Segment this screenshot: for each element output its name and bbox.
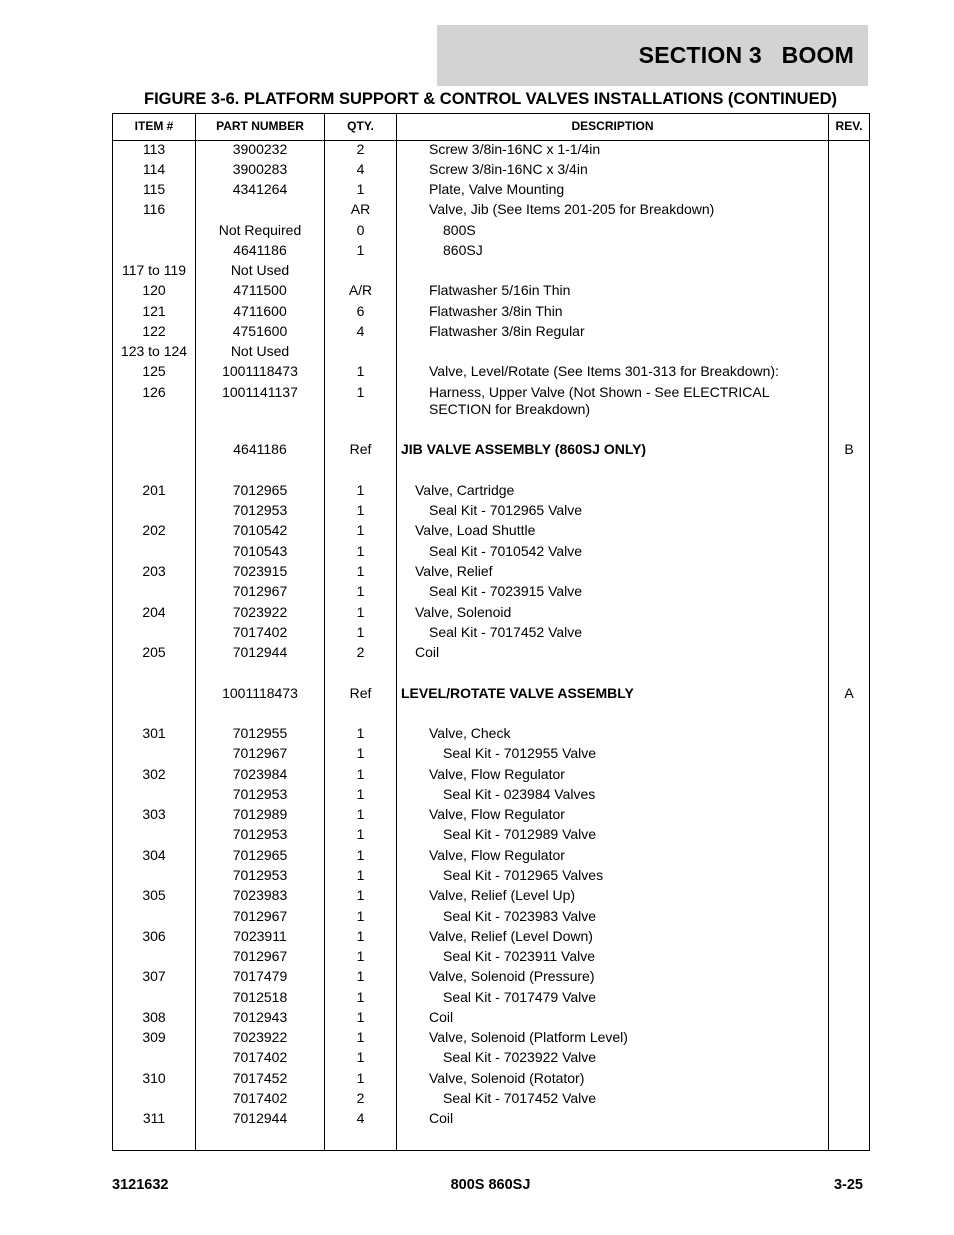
table-row — [113, 201, 869, 221]
quantity: 1 — [356, 745, 365, 761]
description: Seal Kit - 7012965 Valve — [429, 502, 583, 518]
table-row — [113, 908, 869, 928]
description: Valve, Solenoid (Platform Level) — [429, 1029, 628, 1045]
part-number: 7017402 — [232, 624, 288, 640]
quantity: 4 — [356, 1110, 365, 1126]
quantity: 1 — [356, 725, 365, 741]
description: Seal Kit - 7017452 Valve — [429, 624, 583, 640]
item-number: 203 — [142, 563, 166, 579]
quantity: 1 — [356, 766, 365, 782]
description: Valve, Relief (Level Down) — [429, 928, 593, 944]
table-row — [113, 262, 869, 282]
description: Valve, Flow Regulator — [429, 847, 565, 863]
quantity: 1 — [356, 847, 365, 863]
part-number: 7012967 — [232, 948, 288, 964]
item-number: 310 — [142, 1070, 166, 1086]
part-number: 4641186 — [233, 242, 287, 258]
column-header-rev: REV. — [835, 119, 863, 133]
item-number: 204 — [142, 604, 166, 620]
table-row — [113, 968, 869, 988]
item-number: 116 — [142, 201, 166, 217]
description: Valve, Relief — [415, 563, 493, 579]
quantity: 1 — [356, 867, 365, 883]
revision: A — [844, 685, 854, 701]
quantity: 4 — [356, 323, 365, 339]
item-number: 114 — [142, 161, 166, 177]
table-row — [113, 563, 869, 583]
section-title: SECTION 3 BOOM — [638, 42, 854, 68]
column-header-qty: QTY. — [347, 119, 374, 133]
item-number: 115 — [142, 181, 166, 197]
part-number: 7023915 — [232, 563, 288, 579]
item-number: 303 — [142, 806, 166, 822]
description: Coil — [415, 644, 440, 660]
description: Harness, Upper Valve (Not Shown - See ELECTRICAL SECTION for Breakdown) — [429, 384, 770, 417]
table-row — [113, 343, 869, 363]
column-header-part-number: PART NUMBER — [216, 119, 304, 133]
description: Seal Kit - 7023922 Valve — [443, 1049, 597, 1065]
description: 860SJ — [443, 242, 483, 258]
description: Screw 3/8in-16NC x 3/4in — [429, 161, 588, 177]
description: Plate, Valve Mounting — [429, 181, 565, 197]
table-row — [113, 502, 869, 522]
item-number: 301 — [142, 725, 166, 741]
part-number: 7012953 — [232, 867, 288, 883]
item-number: 302 — [142, 766, 166, 782]
table-row — [113, 604, 869, 624]
table-row — [113, 948, 869, 968]
description: Valve, Cartridge — [415, 482, 515, 498]
quantity: 1 — [356, 1070, 365, 1086]
part-number: 3900283 — [232, 161, 288, 177]
part-number: Not Used — [230, 262, 290, 278]
quantity: 1 — [356, 522, 365, 538]
table-row — [113, 745, 869, 765]
quantity: 1 — [356, 181, 365, 197]
quantity: 6 — [356, 303, 365, 319]
table-row — [113, 624, 869, 644]
part-number: 1001141137 — [222, 384, 298, 400]
table-row — [113, 685, 869, 705]
item-number: 113 — [142, 141, 166, 157]
table-row — [113, 242, 869, 262]
item-number: 309 — [142, 1029, 166, 1045]
quantity: 1 — [356, 482, 365, 498]
quantity: 1 — [356, 806, 365, 822]
part-number: 7012967 — [232, 745, 288, 761]
part-number: 7012943 — [232, 1009, 288, 1025]
part-number: 7023984 — [232, 766, 288, 782]
quantity: 1 — [356, 624, 365, 640]
quantity: 2 — [356, 1090, 365, 1106]
table-row — [113, 161, 869, 181]
part-number: 7012989 — [232, 806, 288, 822]
quantity: Ref — [349, 441, 372, 457]
item-number: 307 — [142, 968, 166, 984]
table-row — [113, 1049, 869, 1069]
description: Valve, Load Shuttle — [415, 522, 536, 538]
part-number: 1001118473 — [222, 363, 298, 379]
table-row — [113, 522, 869, 542]
table-row — [113, 1110, 869, 1130]
part-number: 7012955 — [232, 725, 288, 741]
quantity: 1 — [356, 543, 365, 559]
table-row — [113, 806, 869, 826]
quantity: 1 — [356, 1029, 365, 1045]
part-number: 7017479 — [232, 968, 288, 984]
footer-doc-number: 3121632 — [112, 1177, 169, 1193]
table-row — [113, 847, 869, 867]
description: Coil — [429, 1110, 454, 1126]
item-number: 121 — [142, 303, 166, 319]
item-number: 306 — [142, 928, 166, 944]
description: Seal Kit - 7012965 Valves — [443, 867, 604, 883]
part-number: 4641186 — [233, 441, 287, 457]
description: Seal Kit - 023984 Valves — [443, 786, 596, 802]
figure-title: FIGURE 3-6. PLATFORM SUPPORT & CONTROL VALVES INSTALLATIONS (CONTINUED) — [144, 90, 837, 108]
table-row — [113, 303, 869, 323]
description: Valve, Relief (Level Up) — [429, 887, 576, 903]
item-number: 205 — [142, 644, 166, 660]
description: Flatwasher 3/8in Thin — [429, 303, 563, 319]
table-row — [113, 323, 869, 343]
description: 800S — [443, 222, 476, 238]
footer-model: 800S 860SJ — [450, 1177, 531, 1193]
table-row — [113, 222, 869, 242]
part-number: 7023983 — [232, 887, 288, 903]
description: JIB VALVE ASSEMBLY (860SJ ONLY) — [401, 441, 647, 457]
item-number: 308 — [142, 1009, 166, 1025]
table-row — [113, 282, 869, 302]
quantity: 1 — [356, 928, 365, 944]
part-number: Not Used — [230, 343, 290, 359]
quantity: 1 — [356, 989, 365, 1005]
table-row — [113, 363, 869, 383]
item-number: 201 — [142, 482, 166, 498]
part-number: 4341264 — [232, 181, 288, 197]
description: Valve, Solenoid (Pressure) — [429, 968, 595, 984]
description: Valve, Flow Regulator — [429, 766, 565, 782]
table-row — [113, 482, 869, 502]
item-number: 125 — [142, 363, 166, 379]
table-row — [113, 867, 869, 887]
table-row — [113, 644, 869, 664]
table-row — [113, 543, 869, 563]
table-row — [113, 1009, 869, 1029]
description: Valve, Solenoid (Rotator) — [429, 1070, 585, 1086]
item-number: 123 to 124 — [120, 343, 188, 359]
part-number: 7010542 — [232, 522, 288, 538]
part-number: 7023922 — [232, 604, 288, 620]
quantity: 4 — [356, 161, 365, 177]
part-number: 7012967 — [232, 583, 288, 599]
quantity: Ref — [349, 685, 372, 701]
part-number: 7023911 — [233, 928, 287, 944]
quantity: 1 — [356, 887, 365, 903]
part-number: 7012944 — [232, 1110, 288, 1126]
part-number: 7012953 — [232, 502, 288, 518]
item-number: 304 — [142, 847, 166, 863]
quantity: 1 — [356, 826, 365, 842]
part-number: 7023922 — [232, 1029, 288, 1045]
item-number: 120 — [142, 282, 166, 298]
table-row — [113, 384, 869, 417]
item-number: 117 to 119 — [121, 262, 187, 278]
item-number: 311 — [142, 1110, 166, 1126]
quantity: 1 — [356, 502, 365, 518]
table-row — [113, 1070, 869, 1090]
table-row — [113, 725, 869, 745]
description: Seal Kit - 7023911 Valve — [443, 948, 596, 964]
table-row — [113, 583, 869, 603]
column-header-item: ITEM # — [134, 119, 174, 133]
quantity: 1 — [356, 563, 365, 579]
item-number: 122 — [142, 323, 166, 339]
description: LEVEL/ROTATE VALVE ASSEMBLY — [401, 685, 634, 701]
column-header-description: DESCRIPTION — [571, 119, 654, 133]
description: Flatwasher 5/16in Thin — [429, 282, 571, 298]
description: Seal Kit - 7012989 Valve — [443, 826, 597, 842]
quantity: 1 — [356, 384, 365, 400]
quantity: 1 — [356, 604, 365, 620]
item-number: 305 — [142, 887, 166, 903]
part-number: 7010543 — [232, 543, 288, 559]
quantity: 1 — [356, 948, 365, 964]
section-header-box — [437, 25, 868, 86]
quantity: 2 — [356, 644, 365, 660]
parts-table — [112, 113, 870, 1151]
part-number: Not Required — [218, 222, 302, 238]
description: Seal Kit - 7023983 Valve — [443, 908, 597, 924]
quantity: 0 — [356, 222, 365, 238]
part-number: 7017402 — [232, 1090, 288, 1106]
part-number: 4711500 — [233, 282, 287, 298]
quantity: 1 — [356, 1049, 365, 1065]
table-row — [113, 766, 869, 786]
quantity: 2 — [356, 141, 365, 157]
item-number: 126 — [142, 384, 166, 400]
item-number: 202 — [142, 522, 166, 538]
table-row — [113, 887, 869, 907]
description: Seal Kit - 7010542 Valve — [429, 543, 583, 559]
table-row — [113, 141, 869, 161]
part-number: 4711600 — [233, 303, 287, 319]
part-number: 7012967 — [232, 908, 288, 924]
description: Valve, Flow Regulator — [429, 806, 565, 822]
quantity: A/R — [348, 282, 373, 298]
quantity: 1 — [356, 786, 365, 802]
quantity: 1 — [356, 908, 365, 924]
description: Valve, Check — [429, 725, 511, 741]
table-row — [113, 441, 869, 461]
part-number: 7012965 — [232, 847, 288, 863]
description: Valve, Level/Rotate (See Items 301-313 for Breakdown): — [429, 363, 779, 379]
part-number: 3900232 — [232, 141, 288, 157]
description: Seal Kit - 7023915 Valve — [429, 583, 583, 599]
table-row — [113, 928, 869, 948]
description: Valve, Jib (See Items 201-205 for Breakdown) — [429, 201, 715, 217]
part-number: 4751600 — [232, 323, 288, 339]
part-number: 7017402 — [232, 1049, 288, 1065]
part-number: 7017452 — [232, 1070, 288, 1086]
revision: B — [844, 441, 854, 457]
part-number: 1001118473 — [222, 685, 298, 701]
table-row — [113, 1029, 869, 1049]
table-row — [113, 786, 869, 806]
table-row — [113, 1090, 869, 1110]
description: Valve, Solenoid — [415, 604, 512, 620]
table-row — [113, 989, 869, 1009]
description: Screw 3/8in-16NC x 1-1/4in — [429, 141, 601, 157]
part-number: 7012518 — [232, 989, 288, 1005]
description: Seal Kit - 7017479 Valve — [443, 989, 597, 1005]
quantity: 1 — [356, 583, 365, 599]
table-row — [113, 181, 869, 201]
part-number: 7012953 — [232, 826, 288, 842]
part-number: 7012944 — [232, 644, 288, 660]
quantity: 1 — [356, 242, 365, 258]
quantity: 1 — [356, 363, 365, 379]
part-number: 7012953 — [232, 786, 288, 802]
footer-page-number: 3-25 — [833, 1177, 863, 1193]
quantity: 1 — [356, 968, 365, 984]
description: Seal Kit - 7012955 Valve — [443, 745, 597, 761]
part-number: 7012965 — [232, 482, 288, 498]
quantity: 1 — [356, 1009, 365, 1025]
description: Coil — [429, 1009, 454, 1025]
description: Flatwasher 3/8in Regular — [429, 323, 585, 339]
quantity: AR — [350, 201, 371, 217]
description: Seal Kit - 7017452 Valve — [443, 1090, 597, 1106]
table-row — [113, 826, 869, 846]
